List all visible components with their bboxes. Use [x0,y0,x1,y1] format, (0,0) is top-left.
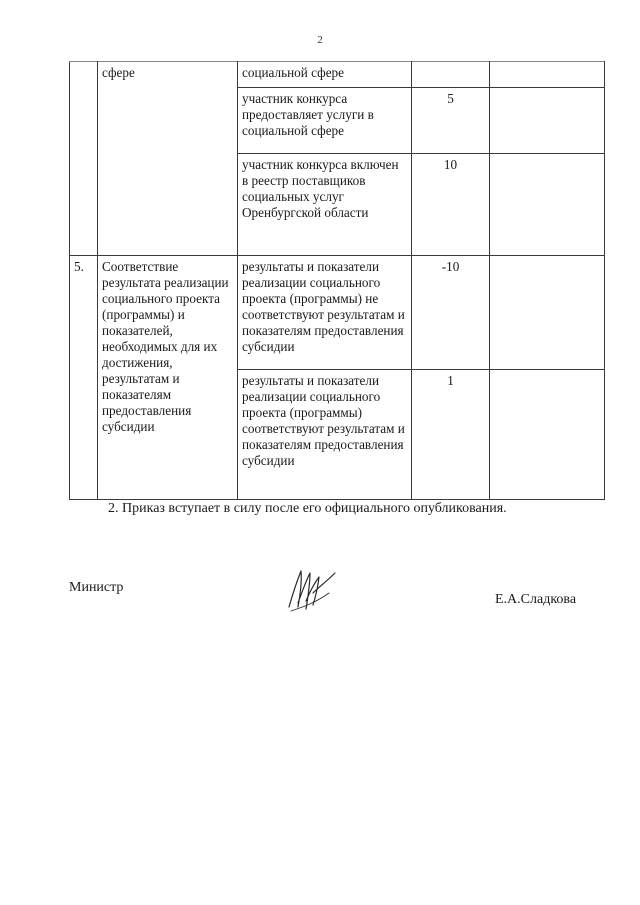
page-number: 2 [317,34,323,46]
score-cell: 10 [412,154,490,256]
condition-cell: результаты и показатели реализации социального проекта (программы) соответствуют результатам и показателям предоставления субсидии [238,370,412,500]
order-effective-clause: 2. Приказ вступает в силу после его официального опубликования. [108,501,507,516]
signatory-name: Е.А.Сладкова [495,592,577,607]
score-cell: 5 [412,88,490,154]
condition-cell: участник конкурса включен в реестр поставщиков социальных услуг Оренбургской области [238,154,412,256]
extra-cell [490,370,605,500]
row-number-cell: 5. [70,256,98,500]
condition-cell: участник конкурса предоставляет услуги в социальной сфере [238,88,412,154]
extra-cell [490,154,605,256]
score-cell: 1 [412,370,490,500]
extra-cell [490,88,605,154]
handwritten-signature-icon [283,563,353,615]
score-cell [412,62,490,88]
criteria-table [69,61,605,500]
criterion-name-cell: сфере [98,62,238,256]
condition-cell: результаты и показатели реализации социального проекта (программы) не соответствуют результатам и показателям предоставления субсидии [238,256,412,370]
extra-cell [490,62,605,88]
signatory-title: Министр [69,580,124,595]
criterion-name-cell: Соответствие результата реализации социального проекта (программы) и показателей, необходимых для их достижения, результатам и показателям предоставления субсидии [98,256,238,500]
table-row [70,256,605,370]
score-cell: -10 [412,256,490,370]
extra-cell [490,256,605,370]
condition-cell: социальной сфере [238,62,412,88]
table-row [70,62,605,88]
row-number-cell [70,62,98,256]
